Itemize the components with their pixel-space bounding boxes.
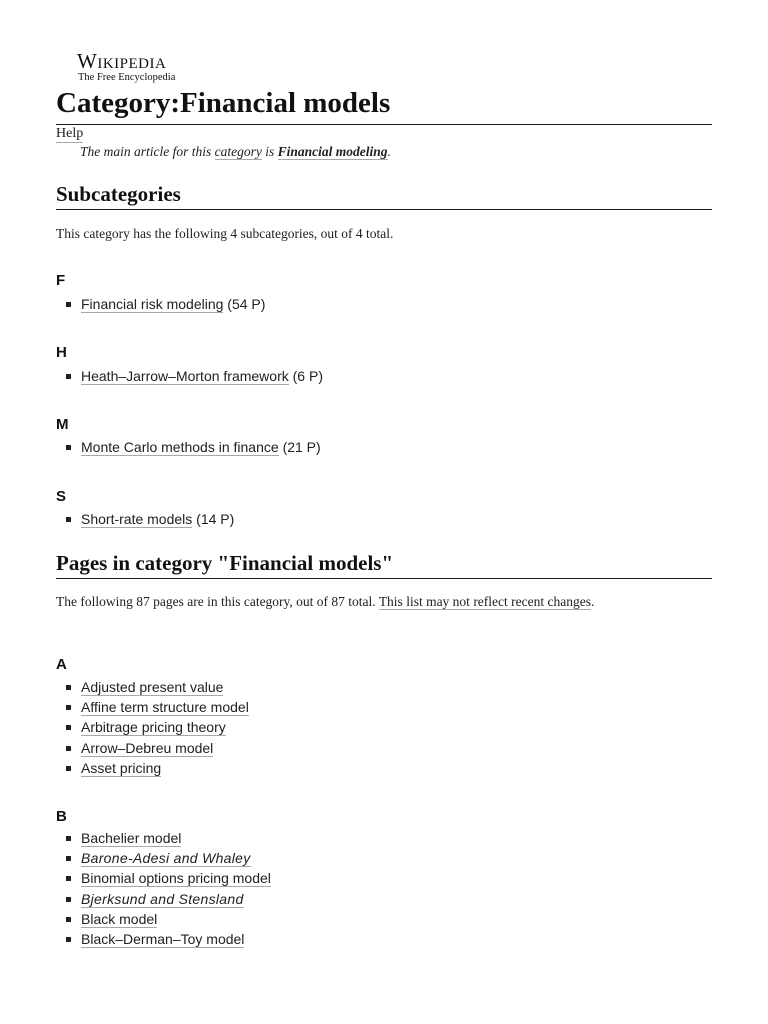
subcategory-list-f [56, 294, 265, 314]
hatnote-middle: is [265, 144, 275, 159]
subcategory-link[interactable]: Financial risk modeling [81, 296, 224, 312]
main-article-link-text: Financial modeling [277, 144, 388, 159]
main-article-hatnote [80, 144, 391, 160]
pages-description [56, 594, 594, 610]
pages-letter-b: B [56, 808, 67, 825]
pages-count-text: The following 87 pages are in this category, out of 87 total. [56, 594, 376, 609]
title-divider [56, 124, 712, 125]
subcategory-letter-m: M [56, 416, 69, 433]
pages-list-a [56, 677, 249, 778]
subcategory-letter-f: F [56, 272, 66, 289]
wikipedia-logo[interactable] [77, 50, 217, 84]
list-item [56, 929, 271, 949]
list-item [56, 437, 321, 457]
pages-list-b [56, 828, 271, 949]
list-item [56, 697, 249, 717]
pages-description-suffix: . [590, 594, 595, 609]
subcategories-heading: Subcategories [56, 182, 181, 206]
hatnote-suffix: . [387, 144, 391, 159]
page-count: (6 P) [292, 368, 323, 384]
subcategory-link[interactable]: Heath–Jarrow–Morton framework [81, 368, 289, 384]
list-item [56, 738, 249, 758]
list-item [56, 868, 271, 888]
page-link[interactable]: Bjerksund and Stensland [81, 890, 244, 907]
page-link[interactable]: Adjusted present value [81, 679, 224, 695]
list-item [56, 848, 271, 868]
list-item [56, 366, 323, 386]
hatnote-prefix: The main article for this [80, 144, 212, 159]
subcategories-description: This category has the following 4 subcategories, out of 4 total. [56, 226, 394, 241]
logo-tagline: The Free Encyclopedia [78, 72, 176, 83]
page-link[interactable]: Black model [81, 910, 158, 927]
page-link[interactable]: Black–Derman–Toy model [81, 930, 245, 947]
list-item [56, 828, 271, 848]
list-item [56, 509, 234, 529]
main-article-link[interactable] [278, 144, 388, 160]
pages-divider [56, 578, 712, 579]
subcategory-letter-h: H [56, 344, 67, 361]
subcategories-divider [56, 209, 712, 210]
category-link[interactable]: category [214, 144, 262, 159]
list-item [56, 909, 271, 929]
page-link[interactable]: Barone-Adesi and Whaley [81, 850, 251, 867]
subcategory-list-s [56, 509, 234, 529]
page-link[interactable]: Bachelier model [81, 830, 182, 846]
page-title: Category:Financial models [56, 87, 391, 119]
page-count: (21 P) [282, 439, 321, 455]
list-item [56, 717, 249, 737]
subcategory-link[interactable]: Short-rate models [81, 511, 193, 527]
pages-heading: Pages in category "Financial models" [56, 551, 394, 575]
page-link[interactable]: Arbitrage pricing theory [81, 719, 226, 736]
subcategory-list-m [56, 437, 321, 457]
pages-letter-a: A [56, 656, 67, 673]
list-item [56, 677, 249, 697]
recent-changes-link[interactable]: This list may not reflect recent changes [378, 594, 591, 609]
list-item [56, 294, 265, 314]
page-count: (14 P) [196, 511, 235, 527]
list-item [56, 758, 249, 778]
subcategory-list-h [56, 366, 323, 386]
list-item [56, 889, 271, 909]
page-link[interactable]: Binomial options pricing model [81, 870, 271, 887]
logo-wordmark: Wikipedia [77, 49, 167, 73]
subcategory-letter-s: S [56, 488, 67, 505]
page-link[interactable]: Arrow–Debreu model [81, 739, 214, 756]
subcategory-link[interactable]: Monte Carlo methods in finance [81, 439, 279, 455]
page-count: (54 P) [227, 296, 266, 312]
help-link[interactable]: Help [56, 126, 84, 141]
page-link[interactable]: Affine term structure model [81, 699, 249, 716]
page-link[interactable]: Asset pricing [81, 759, 162, 776]
